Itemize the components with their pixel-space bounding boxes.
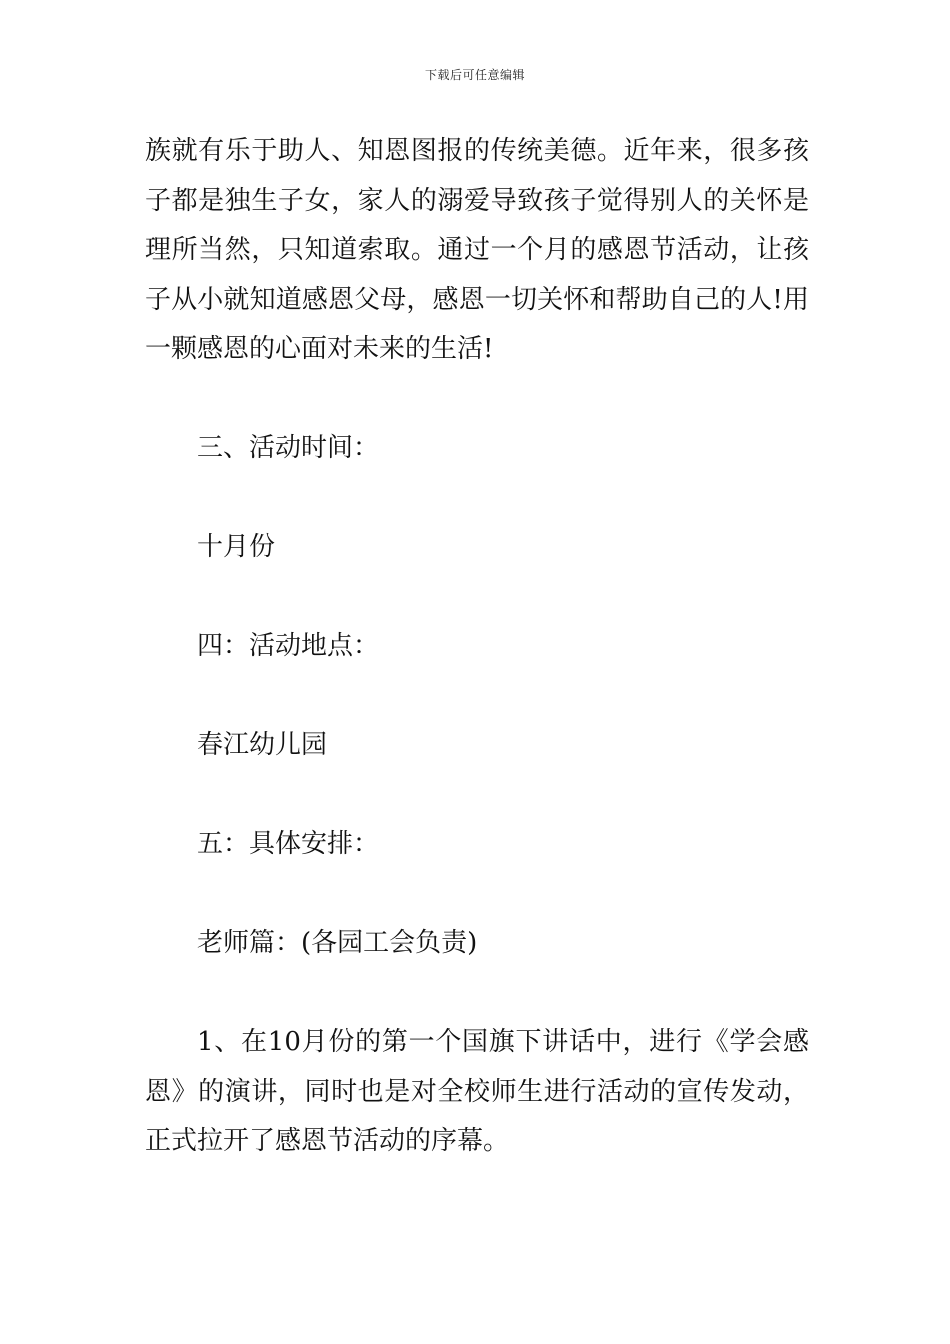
- section-heading-time: 三、活动时间：: [197, 433, 380, 463]
- paragraph-spacer: [145, 969, 809, 1019]
- subsection-heading-teachers: 老师篇：(各园工会负责): [197, 928, 478, 958]
- section-heading-location: 四：活动地点：: [197, 631, 380, 661]
- arrangement-item-1: 1、在10月份的第一个国旗下讲话中，进行《学会感恩》的演讲，同时也是对全校师生进行活动的宣传发动，正式拉开了感恩节活动的序幕。: [145, 1027, 809, 1156]
- activity-location-value: 春江幼儿园: [197, 730, 328, 760]
- activity-time-value: 十月份: [197, 532, 276, 562]
- paragraph-spacer: [145, 672, 809, 722]
- paragraph-spacer: [145, 870, 809, 920]
- document-body: [145, 127, 809, 1167]
- section-heading-arrangement: 五：具体安排：: [197, 829, 380, 859]
- paragraph-spacer: [145, 375, 809, 425]
- paragraph-spacer: [145, 771, 809, 821]
- paragraph-intro: 族就有乐于助人、知恩图报的传统美德。近年来，很多孩子都是独生子女，家人的溺爱导致孩子觉得别人的关怀是理所当然，只知道索取。通过一个月的感恩节活动，让孩子从小就知道感恩父母，感恩一切关怀和帮助自己的人!用一颗感恩的心面对未来的生活!: [145, 136, 809, 364]
- paragraph-spacer: [145, 573, 809, 623]
- page-header: 下载后可任意编辑: [424, 68, 525, 82]
- paragraph-spacer: [145, 474, 809, 524]
